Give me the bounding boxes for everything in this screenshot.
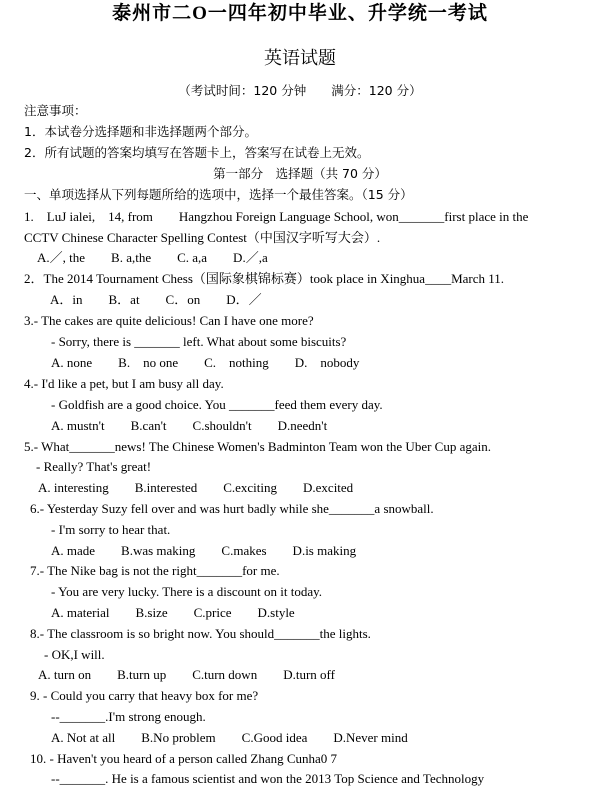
question-8-stem: 8.- The classroom is so bright now. You should_______the lights. — [30, 626, 371, 641]
question-4-stem: 4.- I'd like a pet, but I am busy all day. — [24, 376, 224, 391]
question-5-options: A. interesting B.interested C.exciting D.excited — [38, 480, 354, 495]
question-1-options: A.／, the B. a,the C. a,a D.／,a — [37, 250, 268, 265]
question-10-response: --_______. He is a famous scientist and won the 2013 Top Science and Technology — [51, 771, 485, 786]
question-6-options: A. made B.was making C.makes D.is making — [51, 543, 357, 558]
question-5-response: - Really? That's great! — [36, 459, 152, 474]
question-1-stem-cont: CCTV Chinese Character Spelling Contest（中国汉字听写大会）. — [24, 230, 381, 245]
part-one-title: 第一部分 选择题（共 70 分） — [213, 166, 387, 181]
question-9-stem: 9. - Could you carry that heavy box for me? — [30, 688, 259, 703]
question-2-stem: 2．The 2014 Tournament Chess（国际象棋锦标赛）took place in Xinghua____March 11. — [24, 271, 505, 286]
question-10-stem: 10. - Haven't you heard of a person called Zhang Cunha0 7 — [30, 751, 338, 766]
question-1-stem: 1. LuJ ialei, 14, from Hangzhou Foreign Language School, won_______first place in the — [24, 209, 529, 224]
question-4-options: A. mustn't B.can't C.shouldn't D.needn't — [51, 418, 328, 433]
question-7-stem: 7.- The Nike bag is not the right_______for me. — [30, 563, 280, 578]
exam-title: 泰州市二O一四年初中毕业、升学统一考试 — [112, 3, 488, 24]
question-7-options: A. material B.size C.price D.style — [51, 605, 295, 620]
notes-heading: 注意事项： — [24, 103, 87, 118]
section-one-instructions: 一、单项选择从下列每题所给的选项中，选择一个最佳答案。（15 分） — [24, 187, 413, 202]
question-2-options: A．in B．at C．on D．／ — [50, 292, 262, 307]
question-8-options: A. turn on B.turn up C.turn down D.turn off — [38, 667, 335, 682]
question-6-stem: 6.- Yesterday Suzy fell over and was hurt badly while she_______a snowball. — [30, 501, 434, 516]
exam-info: （考试时间：120 分钟 满分：120 分） — [178, 83, 422, 98]
question-4-response: - Goldfish are a good choice. You _______feed them every day. — [51, 397, 383, 412]
question-3-stem: 3.- The cakes are quite delicious! Can I have one more? — [24, 313, 314, 328]
question-5-stem: 5.- What_______news! The Chinese Women's Badminton Team won the Uber Cup again. — [24, 439, 491, 454]
question-8-response: - OK,I will. — [44, 647, 105, 662]
question-9-options: A. Not at all B.No problem C.Good idea D.Never mind — [51, 730, 408, 745]
question-7-response: - You are very lucky. There is a discount on it today. — [51, 584, 323, 599]
note-item-2: 2．所有试题的答案均填写在答题卡上，答案写在试卷上无效。 — [24, 145, 370, 160]
note-item-1: 1．本试卷分选择题和非选择题两个部分。 — [24, 124, 257, 139]
question-6-response: - I'm sorry to hear that. — [51, 522, 171, 537]
question-3-response: - Sorry, there is _______ left. What about some biscuits? — [51, 334, 347, 349]
exam-subtitle: 英语试题 — [264, 48, 336, 68]
question-9-response: --_______.I'm strong enough. — [51, 709, 206, 724]
question-3-options: A. none B. no one C. nothing D. nobody — [51, 355, 360, 370]
